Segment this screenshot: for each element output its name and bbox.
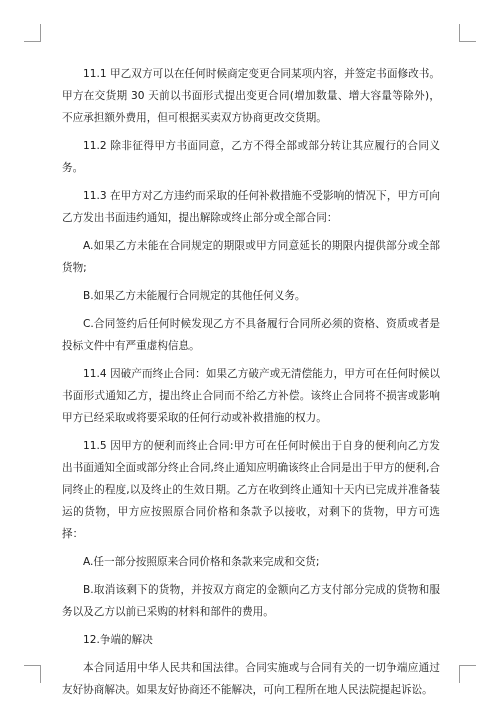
section-12-heading: 12.争端的解决 [83, 634, 153, 646]
document-body [62, 63, 440, 707]
clause-11-4: 11.4 因破产而终止合同：如果乙方破产或无清偿能力，甲方可在任何时候以书面形式通知乙方，提出终止合同而不给乙方补偿。该终止合同将不损害或影响甲方已经采取或将要采取的任何行动或补救措施的权力。 [62, 368, 440, 424]
crop-mark-bottom-left-v [40, 665, 41, 683]
clause-11-2: 11.2 除非征得甲方书面同意，乙方不得全部或部分转让其应履行的合同义务。 [62, 140, 440, 174]
crop-mark-bottom-right-v [459, 665, 460, 683]
crop-mark-bottom-right-h [459, 665, 476, 666]
crop-mark-top-right-h [459, 41, 476, 42]
clause-11-1: 11.1 甲乙双方可以在任何时候商定变更合同某项内容，并签定书面修改书。甲方在交货期 30 天前以书面形式提出变更合同(增加数量、增大容量等除外)，不应承担额外费用，但可根据买卖双方协商更改交货期。 [62, 68, 440, 124]
clause-11-3-item-b: B.如果乙方未能履行合同规定的其他任何义务。 [83, 290, 306, 302]
crop-mark-top-left-v [40, 24, 41, 42]
clause-11-3: 11.3 在甲方对乙方违约而采取的任何补救措施不受影响的情况下，甲方可向乙方发出书面违约通知，提出解除或终止部分或全部合同： [62, 190, 440, 224]
crop-mark-bottom-left-h [24, 665, 41, 666]
clause-11-5: 11.5 因甲方的便利而终止合同:甲方可在任何时候出于自身的便利向乙方发出书面通知全面或部分终止合同,终止通知应明确该终止合同是出于甲方的便利,合同终止的程度,以及终止的生效日期。乙方在收到终止通知十天内已完成并准备装运的货物，甲方应按照原合同价格和条款予以接收，对剩下的货物，甲方可选择： [62, 440, 440, 540]
clause-11-5-item-a: A.任一部分按照原来合同价格和条款来完成和交货; [83, 556, 320, 568]
clause-11-5-item-b: B.取消该剩下的货物，并按双方商定的金额向乙方支付部分完成的货物和服务以及乙方以前已采购的材料和部件的费用。 [62, 584, 440, 618]
crop-mark-top-right-v [459, 24, 460, 42]
crop-mark-top-left-h [24, 41, 41, 42]
clause-11-3-item-c: C.合同签约后任何时候发现乙方不具备履行合同所必须的资格、资质或者是投标文件中有严重虚构信息。 [62, 318, 440, 352]
section-12-body: 本合同适用中华人民共和国法律。合同实施或与合同有关的一切争端应通过友好协商解决。如果友好协商还不能解决，可向工程所在地人民法院提起诉讼。 [62, 662, 440, 696]
clause-11-3-item-a: A.如果乙方未能在合同规定的期限或甲方同意延长的期限内提供部分或全部货物; [62, 240, 440, 274]
